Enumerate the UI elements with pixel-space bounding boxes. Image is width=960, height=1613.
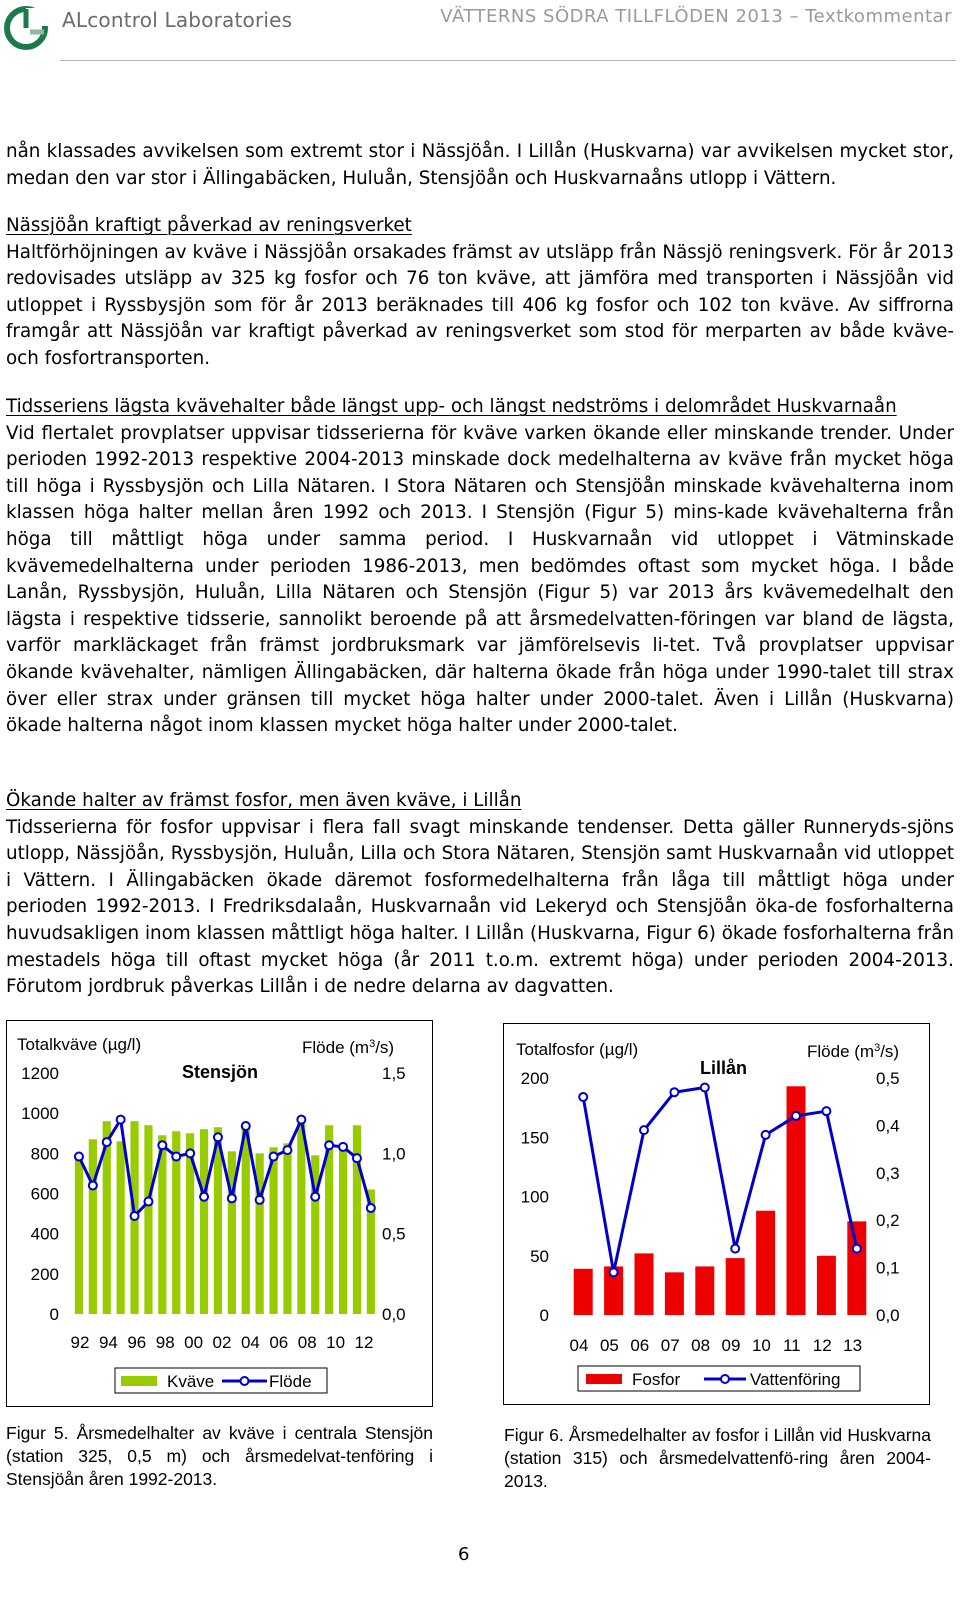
x-tick-label: 02 [212,1333,232,1352]
figure-6-caption: Figur 6. Årsmedelhalter av fosfor i Lillån vid Huskvarna (station 315) och årsmedelvattenfö-ring åren 2004-2013. [504,1425,931,1491]
y2-tick-label: 0,5 [876,1069,900,1088]
document-title: VÄTTERNS SÖDRA TILLFLÖDEN 2013 – Textkommentar [440,6,952,27]
line-point [270,1153,278,1161]
bar [297,1123,305,1314]
line-point [158,1141,166,1149]
bar [665,1272,684,1315]
x-tick-label: 08 [691,1336,711,1355]
bar [89,1139,97,1314]
chart-title: Stensjön [182,1062,259,1082]
x-tick-label: 08 [297,1333,317,1352]
x-tick-label: 12 [354,1333,374,1352]
line-point [283,1146,291,1154]
section-kvavehalter [6,394,954,740]
line-point [325,1141,333,1149]
bar [75,1155,83,1314]
bar [339,1143,347,1314]
intro-paragraph [6,139,954,192]
bar [269,1147,277,1314]
line-point [228,1194,236,1202]
stensjon-chart-svg [7,1021,432,1406]
x-tick-label: 06 [269,1333,289,1352]
x-tick-label: 11 [782,1336,801,1355]
line-point [256,1196,264,1204]
bar [200,1129,208,1314]
bar [847,1221,866,1315]
line-point [144,1198,152,1206]
bar [283,1143,291,1314]
x-tick-label: 09 [721,1336,741,1355]
y-tick-label: 1000 [21,1104,59,1124]
legend-swatch-point [241,1377,249,1385]
line-point [186,1149,194,1157]
bar [242,1123,250,1314]
figure-6-chart [503,1023,930,1405]
line-point [367,1204,375,1212]
line-point [762,1131,770,1139]
y-axis-title: Totalkväve (µg/l) [17,1035,142,1054]
page-header [0,0,960,62]
line-point [792,1112,800,1120]
line-point [75,1153,83,1161]
legend-label: Vattenföring [750,1370,841,1389]
x-tick-label: 04 [569,1336,589,1355]
section-heading: Nässjöån kraftigt påverkad av reningsverket [6,215,412,236]
y2-tick-label: 0,5 [382,1224,406,1244]
legend-label: Flöde [269,1372,312,1391]
bar [817,1256,836,1315]
legend-swatch-point [721,1375,729,1383]
y2-tick-label: 1,0 [382,1144,406,1164]
lillan-chart-svg [504,1024,929,1404]
logo-text: ALcontrol Laboratories [62,8,293,32]
y2-tick-label: 0,4 [876,1116,900,1136]
section-nassjoan [6,213,954,373]
x-tick-label: 94 [98,1333,118,1352]
bar [695,1266,714,1315]
y2-axis-title: Flöde $(m^3/s)$ [807,1042,900,1061]
x-tick-label: 06 [630,1336,650,1355]
intro-text: nån klassades avvikelsen som extremt stor i Nässjöån. I Lillån (Huskvarna) var avvikelsen mycket stor, medan den var stor i Ällingabäcken, Huluån, Stensjöån och Huskvarnaåns utlopp i Vättern. [6,141,954,189]
y2-tick-label: 0,2 [876,1211,900,1231]
line-point [640,1126,648,1134]
section-heading: Ökande halter av främst fosfor, men även kväve, i Lillån [6,790,522,811]
line-point [131,1212,139,1220]
legend-swatch-bar [121,1376,157,1386]
line-point [242,1122,250,1130]
x-tick-label: 96 [127,1333,147,1352]
y2-tick-label: 0,3 [876,1163,900,1183]
y-axis-title: Totalfosfor (µg/l) [516,1040,639,1059]
x-tick-label: 04 [240,1333,260,1352]
section-body: Tidsserierna för fosfor uppvisar i flera fall svagt minskande tendenser. Detta gäller Runneryds-sjöns utlopp, Nässjöån, Ryssbysjön, Huluån, Lilla och Stora Nätaren, Stensjön samt Huskvarnaån vid utloppet i Vättern. I Ällingabäcken ökade däremot fosformedelhalterna från låga till måttligt höga under perioden 1992-2013. I Fredriksdalaån, Huskvarnaån vid Lekeryd och Stensjöån öka-de fosforhalterna huvudsakligen inom klassen måttligt höga halter. I Lillån (Huskvarna, Figur 6) ökade fosforhalterna från mestadels höga till oftast mycket höga (år 2011 t.o.m. extremt höga) under perioden 2004-2013. Förutom jordbruk påverkas Lillån i de nedre delarna av dagvatten. [6,816,954,998]
line-point [311,1193,319,1201]
line-point [353,1154,361,1162]
series-line [583,1087,857,1272]
line-point [89,1181,97,1189]
x-tick-label: 12 [812,1336,832,1355]
y-tick-label: 200 [30,1264,59,1284]
y2-tick-label: 0,1 [876,1258,900,1278]
y-tick-label: 1200 [21,1064,59,1083]
section-fosfor [6,788,954,1001]
x-tick-label: 00 [184,1333,204,1352]
alcontrol-logo-icon [4,4,48,52]
x-tick-label: 05 [599,1336,619,1355]
line-point [339,1143,347,1151]
y-tick-label: 50 [530,1246,549,1266]
header-divider [60,60,956,61]
x-tick-label: 10 [326,1333,346,1352]
bar [726,1258,745,1315]
x-tick-label: 10 [751,1336,771,1355]
x-tick-label: 98 [155,1333,175,1352]
legend-label: Fosfor [632,1370,681,1389]
y-tick-label: 600 [30,1184,59,1204]
line-point [214,1133,222,1141]
bar [756,1211,775,1315]
line-point [579,1093,587,1101]
line-point [297,1116,305,1124]
section-body: Vid flertalet provplatser uppvisar tidsserierna för kväve varken ökande eller minskande trender. Under perioden 1992-2013 respektive 2004-2013 minskade dock medelhalterna av kväve från mycket höga till höga i Ryssbysjön och Lilla Nätaren. I Stora Nätaren och Stensjöån minskade kvävehalterna inom klassen höga halter mellan åren 1992 och 2013. I Stensjön (Figur 5) mins-kade kvävehalterna från höga till måttligt höga under samma period. I Huskvarnaån vid utloppet i Vätminskade kvävemedelhalterna under perioden 1986-2013, men bedömdes oftast som mycket höga. I både Lanån, Ryssbysjön, Huluån, Lilla Nätaren och Stensjön (Figur 5) var 2013 års kvävemedelhalt den lägsta i respektive tidsserie, sannolikt beroende på att årsmedelvatten-föringen var bland de lägsta, varför markläckaget från främst jordbruksmark var jämförelsevis li-tet. Två provplatser uppvisar ökande kvävehalter, nämligen Ällingabäcken, där halterna ökade från höga under 1990-talet till strax över eller strax under gränsen till mycket höga halter under 2000-talet. Även i Lillån (Huskvarna) ökade halterna något inom klassen mycket höga halter under 2000-talet. [6,422,954,737]
y2-tick-label: 0,0 [876,1306,900,1325]
y-tick-label: 100 [520,1187,549,1207]
y-tick-label: 400 [30,1224,59,1244]
chart-title: Lillån [700,1058,748,1078]
section-heading: Tidsseriens lägsta kvävehalter både längst upp- och längst nedströms i delområdet Huskvarnaån [6,396,897,417]
y-tick-label: 200 [520,1069,549,1088]
y2-tick-label: 0,0 [382,1305,406,1324]
bar [144,1125,152,1314]
y2-tick-label: 1,5 [382,1064,406,1083]
x-tick-label: 07 [660,1336,680,1355]
y-tick-label: 0 [539,1306,549,1325]
bar [635,1253,654,1315]
y-tick-label: 800 [30,1144,59,1164]
line-point [670,1088,678,1096]
line-point [172,1153,180,1161]
y-tick-label: 150 [520,1128,549,1148]
line-point [701,1083,709,1091]
y-tick-label: 0 [49,1305,59,1324]
y2-axis-title: Flöde $(m^3/s)$ [302,1038,395,1057]
bar [574,1269,593,1315]
line-point [117,1116,125,1124]
bar [117,1141,125,1314]
line-point [200,1193,208,1201]
line-point [853,1245,861,1253]
line-point [103,1138,111,1146]
figure-5-chart [6,1020,433,1407]
section-body: Haltförhöjningen av kväve i Nässjöån orsakades främst av utsläpp från Nässjö reningsverk. För år 2013 redovisades utsläpp av 325 kg fosfor och 76 ton kväve, att jämföra med transporten i Nässjöån vid utloppet i Ryssbysjön som för år 2013 beräknades till 406 kg fosfor och 102 ton kväve. Av siffrorna framgår att Nässjöån var kraftigt påverkad av reningsverket som stod för merparten av både kväve- och fosfortransporten. [6,241,954,369]
page-number: 6 [458,1544,470,1565]
line-point [731,1245,739,1253]
line-point [610,1268,618,1276]
legend-label: Kväve [167,1372,215,1391]
figure-5-caption: Figur 5. Årsmedelhalter av kväve i centrala Stensjön (station 325, 0,5 m) och årsmedelvat-tenföring i Stensjöån åren 1992-2013. [6,1423,433,1489]
x-tick-label: 13 [843,1336,863,1355]
legend-swatch-bar [586,1374,622,1384]
x-tick-label: 92 [70,1333,90,1352]
line-point [822,1107,830,1115]
